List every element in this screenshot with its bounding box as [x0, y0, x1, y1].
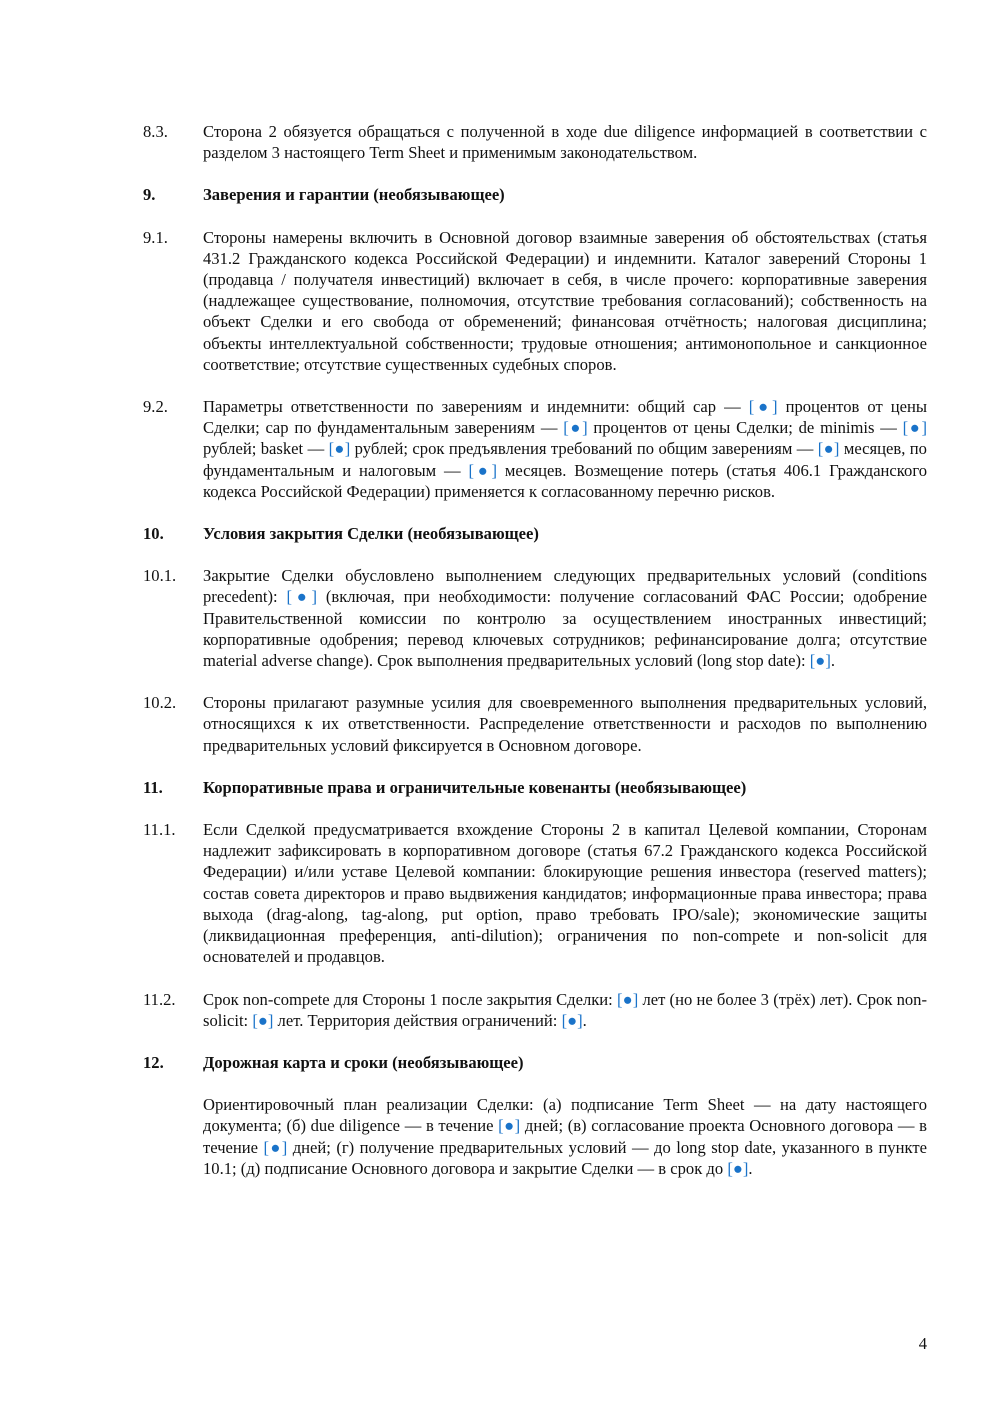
clause-number: 9.1.	[143, 227, 168, 247]
clause-text	[203, 692, 927, 756]
text-run: Корпоративные права и ограничительные ковенанты (необязывающее)	[203, 777, 747, 797]
clause	[143, 565, 927, 671]
clause-text	[203, 121, 927, 163]
section-heading	[143, 1052, 927, 1073]
section-title	[203, 184, 927, 205]
text-run: (включая, при необходимости: получение согласований ФАС России; одобрение Правительственной комиссии по контролю за осуществлением иностранных инвестиций; корпоративные одобрения; перевод ключевых сотрудников; рефинансирование долга; отсутствие material adverse change). Срок выполнения предварительных условий (long stop date):	[203, 587, 927, 671]
clause	[143, 692, 927, 756]
clause-number: 8.3.	[143, 122, 168, 141]
text-run: .	[748, 1158, 753, 1178]
document-body	[143, 121, 927, 1179]
clause	[143, 989, 927, 1031]
text-run: Параметры ответственности по заверениям и индемнити: общий cap —	[203, 397, 749, 417]
clause-number: 10.1.	[143, 566, 177, 586]
placeholder-marker: [●]	[286, 587, 317, 607]
text-run: Заверения и гарантии (необязывающее)	[203, 185, 505, 205]
clause-number: 9.2.	[143, 397, 168, 417]
placeholder-marker: [●]	[563, 418, 588, 438]
text-run: лет (но не более 3 (трёх) лет). Срок non-solicit:	[203, 989, 928, 1030]
placeholder-marker: [●]	[817, 439, 840, 459]
text-run: .	[830, 651, 836, 671]
text-run: Закрытие Сделки обусловлено выполнением следующих предварительных условий (conditions precedent):	[203, 566, 927, 607]
text-run: процентов от цены Сделки; cap по фундаментальным заверениям —	[203, 397, 927, 438]
text-run: Сторона 2 обязуется обращаться с полученной в ходе due diligence информацией в соответствии с разделом 3 настоящего Term Sheet и применимым законодательством.	[203, 122, 927, 163]
text-run: лет. Территория действия ограничений:	[273, 1010, 562, 1030]
clause	[143, 819, 927, 967]
text-run: дней; (г) получение предварительных условий — до long stop date, указанного в пункте 10.1; (д) подписание Основного договора и закрытие Сделки — в срок до	[203, 1137, 927, 1178]
placeholder-marker: [●]	[748, 397, 778, 417]
text-run: месяцев, по фундаментальным и налоговым —	[203, 439, 927, 480]
text-run: .	[582, 1010, 587, 1030]
text-run: Условия закрытия Сделки (необязывающее)	[203, 524, 539, 544]
clause-text	[203, 989, 927, 1031]
clause-text	[203, 1094, 927, 1179]
page-number: 4	[918, 1334, 927, 1353]
text-run: Срок non-compete для Стороны 1 после закрытия Сделки:	[203, 989, 618, 1009]
placeholder-marker: [●]	[809, 651, 831, 671]
text-run: Стороны прилагают разумные усилия для своевременного выполнения предварительных условий, относящихся к их ответственности. Распределение ответственности и расходов по выполнению предварительных условий фиксируется в Основном договоре.	[203, 693, 927, 755]
section-number: 10.	[143, 524, 164, 544]
clause-text	[203, 227, 927, 375]
placeholder-marker: [●]	[902, 418, 927, 438]
clause	[143, 227, 927, 375]
clause-number: 11.2.	[143, 989, 176, 1009]
section-heading	[143, 777, 927, 798]
section-number: 9.	[143, 185, 156, 205]
text-run: рублей; срок предъявления требований по общим заверениям —	[350, 439, 818, 459]
clause	[143, 1094, 927, 1179]
clause-text	[203, 819, 927, 967]
clause-number: 10.2.	[143, 693, 177, 713]
placeholder-marker: [●]	[252, 1010, 274, 1030]
placeholder-marker: [●]	[561, 1010, 583, 1030]
section-number: 11.	[143, 777, 163, 797]
text-run: месяцев. Возмещение потерь (статья 406.1 Гражданского кодекса Российской Федерации) применяется к согласованному перечню рисков.	[203, 460, 928, 501]
placeholder-marker: [●]	[468, 460, 498, 480]
placeholder-marker: [●]	[727, 1158, 749, 1178]
text-run: Стороны намерены включить в Основной договор взаимные заверения об обстоятельствах (статья 431.2 Гражданского кодекса Российской Федерации) и индемнити. Каталог заверений Стороны 1 (продавца / получателя инвестиций) включает в себя, в числе прочего: корпоративные заверения (надлежащее существование, полномочия, отсутствие требования согласований); собственность на объект Сделки и его свобода от обременений; финансовая отчётность; налоговая дисциплина; объекты интеллектуальной собственности; трудовые отношения; антимонопольное и санкционное соответствие; отсутствие существенных судебных споров.	[203, 227, 927, 374]
text-run: Дорожная карта и сроки (необязывающее)	[203, 1052, 524, 1072]
section-heading	[143, 184, 927, 205]
clause	[143, 121, 927, 163]
placeholder-marker: [●]	[328, 439, 351, 459]
clause-text	[203, 396, 927, 502]
section-title	[203, 1052, 927, 1073]
clause-text	[203, 565, 927, 671]
clause-number	[143, 1094, 203, 1179]
placeholder-marker: [●]	[617, 989, 639, 1009]
clause	[143, 396, 927, 502]
text-run: Ориентировочный план реализации Сделки: (а) подписание Term Sheet — на дату настоящего документа; (б) due diligence — в течение	[203, 1095, 927, 1136]
text-run: дней; (в) согласование проекта Основного договора — в течение	[203, 1116, 928, 1157]
text-run: процентов от цены Сделки; de minimis —	[587, 418, 903, 438]
section-title	[203, 523, 927, 544]
section-heading	[143, 523, 927, 544]
text-run: рублей; basket —	[203, 439, 329, 459]
section-title	[203, 777, 927, 798]
section-number: 12.	[143, 1052, 164, 1072]
text-run: Если Сделкой предусматривается вхождение Стороны 2 в капитал Целевой компании, Сторонам надлежит зафиксировать в корпоративном договоре (статья 67.2 Гражданского кодекса Российской Федерации) и/или уставе Целевой компании: блокирующие решения инвестора (reserved matters); состав совета директоров и право выдвижения кандидатов; информационные права инвестора; права выхода (drag-along, tag-along, put option, право требовать IPO/sale); экономические защиты (ликвидационная преференция, anti-dilution); ограничения по non-compete и non-solicit для основателей и продавцов.	[203, 820, 927, 967]
placeholder-marker: [●]	[498, 1116, 521, 1136]
placeholder-marker: [●]	[263, 1137, 288, 1157]
clause-number: 11.1.	[143, 820, 176, 840]
